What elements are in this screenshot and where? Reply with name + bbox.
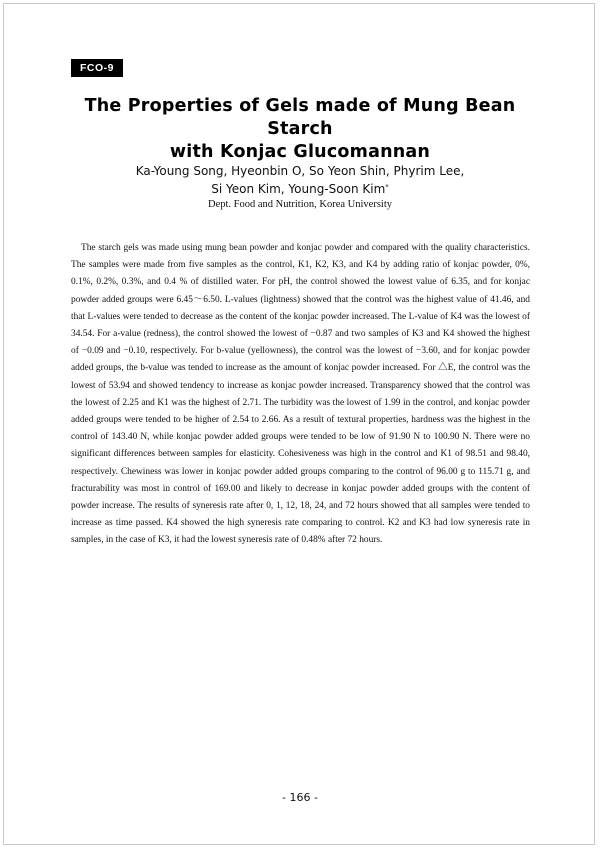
affiliation: Dept. Food and Nutrition, Korea University [207,199,392,210]
authors-line-2 [60,180,540,198]
page-number: - 166 - [282,791,318,804]
title-line-2: with Konjac Glucomannan [169,142,431,162]
paper-title [60,95,540,164]
corresponding-author-mark: * [385,183,389,191]
author-list [60,162,540,198]
authors-line-2-text: Si Yeon Kim, Young-Soon Kim [211,182,386,196]
authors-line-1: Ka-Young Song, Hyeonbin O, So Yeon Shin, Phyrim Lee, [135,164,465,178]
title-line-1: The Properties of Gels made of Mung Bean Starch [84,96,516,139]
abstract-body: The starch gels was made using mung bean powder and konjac powder and compared with the quality characteristics. The samples were made from five samples as the control, K1, K2, K3, and K4 by adding ratio of konjac powder, 0%, 0.1%, 0.2%, 0.3%, and 0.4 % of distilled water. For pH, the control showed the lowest value of 6.35, and for konjac powder added groups were 6.45～6.50. L-values (lightness) showed that the control was the highest value of 41.46, and that L-values were tended to decrease as the content of the konjac powder increased. The L-value of K4 was the lowest of 34.54. For a-value (redness), the control showed the lowest of −0.87 and two samples of K3 and K4 showed the highest of −0.09 and −0.10, respectively. For b-value (yellowness), the control was the lowest of −3.60, and for konjac powder added groups, the b-value was tended to increase as the amount of konjac powder increased. For △E, the control was the lowest of 53.94 and showed tendency to increase as konjac powder increased. Transparency showed that the control was the lowest of 2.25 and K1 was the highest of 2.71. The turbidity was the lowest of 1.99 in the control, and konjac powder added groups were tended to be higher of 2.54 to 2.66. As a result of textural properties, hardness was the highest in the control of 143.40 N, while konjac powder added groups were tended to be low of 91.90 N to 100.90 N. There were no significant differences between samples for elasticity. Cohesiveness was high in the control and K1 of 98.51 and 98.40, respectively. Chewiness was lower in konjac powder added groups comparing to the control of 96.00 g to 115.71 g, and fracturability was most in control of 169.00 and likely to decrease in konjac powder added groups with the content of powder increase. The results of syneresis rate after 0, 1, 12, 18, 24, and 72 hours showed that all samples were tended to increase as time passed. K4 showed the high syneresis rate comparing to control. K2 and K3 had low syneresis rate in samples, in the case of K3, it had the lowest syneresis rate of 0.48% after 72 hours. [71,243,530,546]
session-code-badge: FCO-9 [71,59,123,77]
